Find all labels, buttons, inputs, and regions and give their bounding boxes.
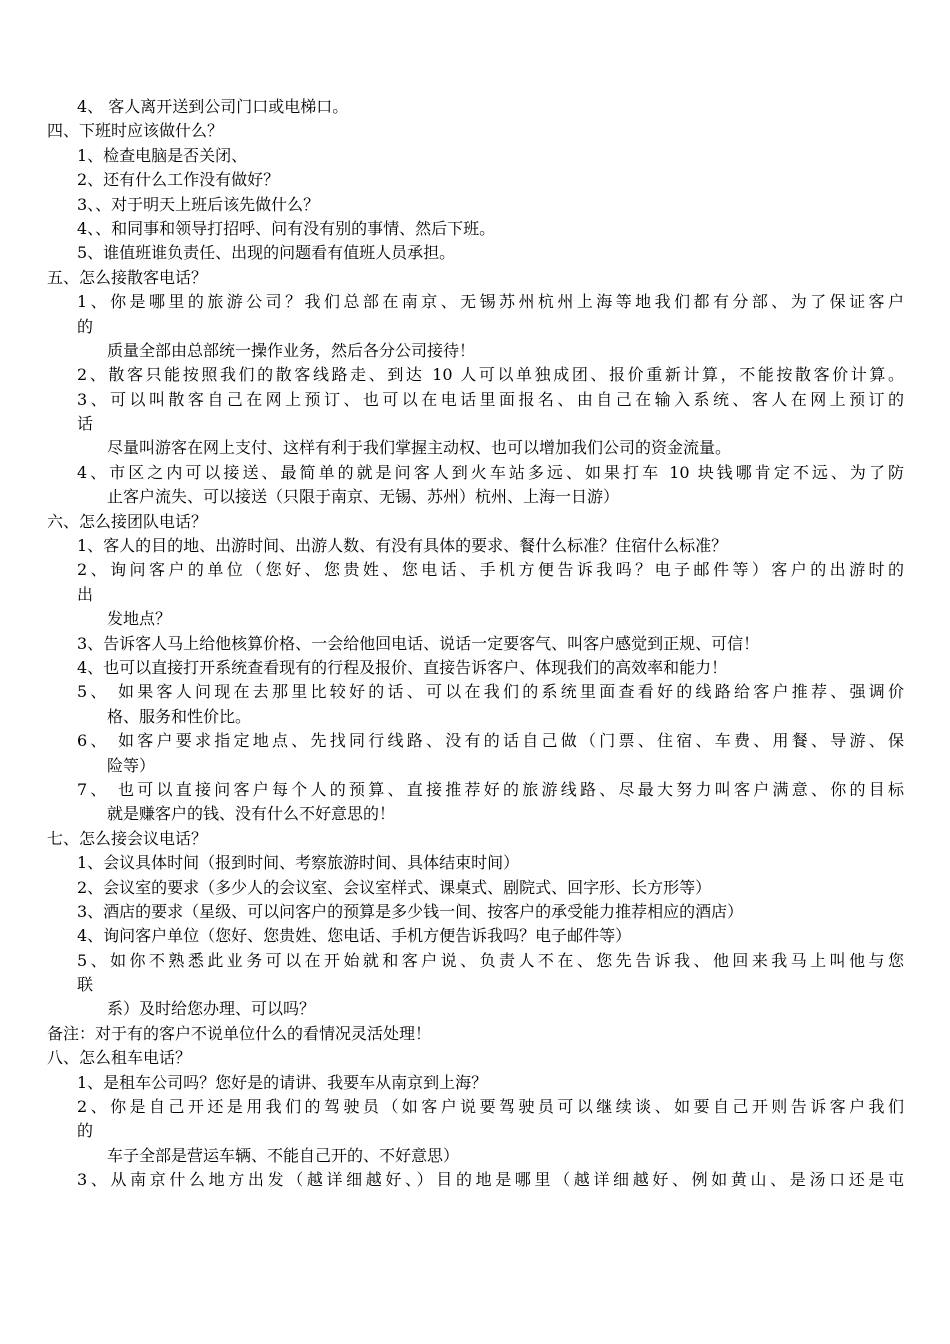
text-line: 3、可以叫散客自己在网上预订、也可以在电话里面报名、由自己在输入系统、客人在网上预订的 [77,389,904,409]
text-line: 发地点？ [107,609,172,629]
text-line: 格、服务和性价比。 [107,706,252,726]
text-line: 的 [77,316,94,336]
text-line: 险等） [107,755,156,775]
text-line: 七、怎么接会议电话？ [47,828,208,848]
text-line: 联 [77,975,94,995]
text-line: 四、下班时应该做什么？ [47,121,224,141]
text-line: 4、也可以直接打开系统查看现有的行程及报价、直接告诉客户、体现我们的高效率和能力！ [77,657,728,677]
text-line: 4、、和同事和领导打招呼、问有没有别的事情、然后下班。 [77,218,496,238]
text-line: 4、市区之内可以接送、最简单的就是问客人到火车站多远、如果打车 10 块钱哪肯定不远、为了防 [77,462,904,482]
text-line: 质量全部由总部统一操作业务，然后各分公司接待！ [107,340,476,360]
text-line: 止客户流失、可以接送（只限于南京、无锡、苏州）杭州、上海一日游） [107,487,620,507]
text-line: 八、怎么租车电话？ [47,1048,192,1068]
text-line: 5、如你不熟悉此业务可以在开始就和客户说、负责人不在、您先告诉我、他回来我马上叫他与您 [77,950,904,970]
text-line: 4、 客人离开送到公司门口或电梯口。 [77,97,349,116]
document-body [0,95,950,1193]
text-line: 1、会议具体时间（报到时间、考察旅游时间、具体结束时间） [77,853,520,873]
text-line: 1、检查电脑是否关闭、 [77,145,248,165]
text-line: 5、 如果客人问现在去那里比较好的话、可以在我们的系统里面查看好的线路给客户推荐、强调价 [77,682,904,702]
text-line: 2、会议室的要求（多少人的会议室、会议室样式、课桌式、剧院式、回字形、长方形等） [77,877,712,897]
text-line: 1、你是哪里的旅游公司？我们总部在南京、无锡苏州杭州上海等地我们都有分部、为了保证客户 [77,292,904,312]
text-line: 2、你是自己开还是用我们的驾驶员（如客户说要驾驶员可以继续谈、如要自己开则告诉客户我们 [77,1097,904,1117]
text-line: 2、散客只能按照我们的散客线路走、到达 10 人可以单独成团、报价重新计算，不能按散客价计算。 [77,365,904,385]
text-line: 六、怎么接团队电话？ [47,511,208,531]
text-line: 尽量叫游客在网上支付、这样有利于我们掌握主动权、也可以增加我们公司的资金流量。 [107,438,732,458]
text-line: 7、 也可以直接问客户每个人的预算、直接推荐好的旅游线路、尽最大努力叫客户满意、你的目标 [77,779,904,799]
text-line: 1、是租车公司吗？您好是的请讲、我要车从南京到上海？ [77,1072,488,1092]
text-line: 3、告诉客人马上给他核算价格、一会给他回电话、说话一定要客气、叫客户感觉到正规、可信！ [77,633,760,653]
text-line: 就是赚客户的钱、没有什么不好意思的！ [107,804,396,824]
text-line: 6、 如客户要求指定地点、先找同行线路、没有的话自己做（门票、住宿、车费、用餐、导游、保 [77,731,904,751]
text-line: 备注：对于有的客户不说单位什么的看情况灵活处理！ [47,1023,432,1043]
text-line: 4、询问客户单位（您好、您贵姓、您电话、手机方便告诉我吗？电子邮件等） [77,926,632,946]
text-line: 出 [77,584,94,604]
text-line: 3、、对于明天上班后该先做什么？ [77,194,320,214]
text-line: 车子全部是营运车辆、不能自己开的、不好意思） [107,1145,460,1165]
text-line: 5、谁值班谁负责任、出现的问题看有值班人员承担。 [77,243,456,263]
text-line: 系）及时给您办理、可以吗？ [107,999,316,1019]
text-line: 3、从南京什么地方出发（越详细越好、）目的地是哪里（越详细越好、例如黄山、是汤口还是屯 [77,1170,904,1190]
text-line: 的 [77,1121,94,1141]
text-line: 2、还有什么工作没有做好？ [77,170,280,190]
text-line: 五、怎么接散客电话？ [47,267,208,287]
text-line: 3、酒店的要求（星级、可以问客户的预算是多少钱一间、按客户的承受能力推荐相应的酒店） [77,901,744,921]
text-line: 1、客人的目的地、出游时间、出游人数、有没有具体的要求、餐什么标准？住宿什么标准？ [77,536,728,556]
text-line: 话 [77,414,94,434]
text-line: 2、询问客户的单位（您好、您贵姓、您电话、手机方便告诉我吗？电子邮件等）客户的出游时的 [77,560,904,580]
